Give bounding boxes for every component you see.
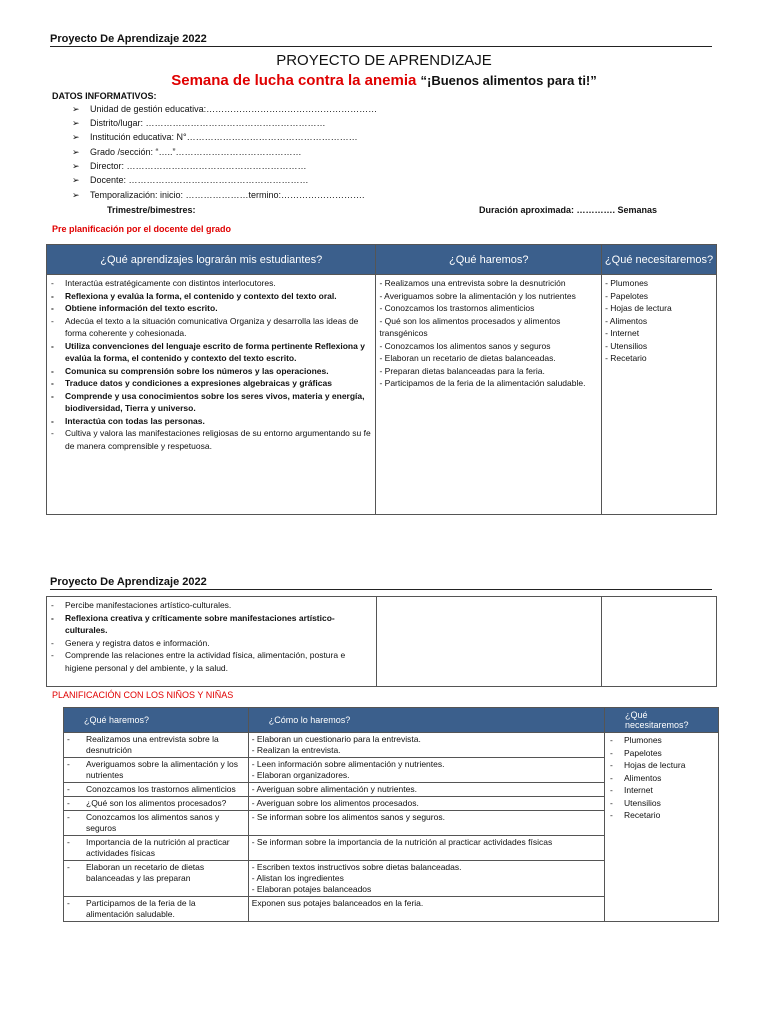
haremos-item: - Qué son los alimentos procesados y alimentos transgénicos	[379, 315, 561, 338]
info-line	[72, 190, 365, 201]
th-que-necesitaremos: ¿Qué necesitaremos?	[605, 708, 719, 733]
aprendizaje-item: - Utiliza convenciones del lenguaje escrito de forma pertinente Reflexiona y evalúa la forma, el contenido y contexto del texto escrito.	[51, 340, 371, 365]
necesitaremos-item: - Alimentos	[605, 315, 648, 326]
aprendizaje-item: - Reflexiona y evalúa la forma, el contenido y contexto del texto oral.	[51, 290, 371, 303]
info-text: Institución educativa: N°…………………………………………………	[90, 132, 358, 142]
aprendizaje-item: - Comunica su comprensión sobre los números y las operaciones.	[51, 365, 371, 378]
necesitaremos-item: - Utensilios	[610, 797, 713, 810]
duracion-label: Duración aproximada: …………. Semanas	[479, 205, 658, 215]
subtitle-theme: Semana de lucha contra la anemia	[171, 72, 417, 89]
info-line	[72, 132, 358, 143]
necesitaremos-item: - Papelotes	[610, 747, 713, 760]
necesitaremos-item: - Utensilios	[605, 340, 648, 351]
aprendizajes-list-continued	[47, 597, 376, 676]
haremos-item: - Averiguamos sobre la alimentación y los nutrientes	[379, 290, 576, 301]
aprendizaje-item: - Traduce datos y condiciones a expresiones algebraicas y gráficas	[51, 377, 371, 390]
como-haremos-line: - Elaboran potajes balanceados	[251, 884, 372, 894]
como-haremos-line: - Alistan los ingredientes	[251, 873, 344, 883]
que-haremos-cell	[64, 758, 249, 783]
haremos-item: - Preparan dietas balanceadas para la feria.	[379, 365, 545, 376]
necesitaremos-item: - Internet	[605, 328, 640, 338]
necesitaremos-item: - Recetario	[605, 353, 647, 363]
aprendizaje-item: - Interactúa con todas las personas.	[51, 415, 371, 428]
necesitaremos-item: - Papelotes	[605, 290, 649, 301]
table-row	[64, 733, 719, 758]
necesitaremos-item: - Hojas de lectura	[610, 759, 713, 772]
arrow-bullet-icon: ➢	[72, 104, 80, 114]
necesitaremos-item: - Plumones	[610, 734, 713, 747]
necesitaremos-item: - Alimentos	[610, 772, 713, 785]
page-header-2: Proyecto De Aprendizaje 2022	[50, 576, 712, 590]
necesitaremos-cell	[605, 733, 719, 922]
como-haremos-cell	[248, 861, 604, 897]
que-haremos-text: Realizamos una entrevista sobre la desnutrición	[86, 734, 219, 755]
haremos-item: - Conozcamos los alimentos sanos y seguros	[379, 340, 551, 351]
arrow-bullet-icon: ➢	[72, 132, 80, 142]
aprendizaje-item: - Adecúa el texto a la situación comunicativa Organiza y desarrolla las ideas de forma coherente y cohesionada.	[51, 315, 371, 340]
info-line	[72, 175, 309, 186]
como-haremos-line: - Elaboran un cuestionario para la entrevista.	[251, 734, 421, 744]
que-haremos-cell	[64, 836, 249, 861]
haremos-item: - Conozcamos los trastornos alimenticios	[379, 303, 535, 313]
preplan-table-continued	[46, 596, 717, 687]
como-haremos-line: - Se informan sobre la importancia de la nutrición al practicar actividades físicas	[251, 837, 553, 847]
info-text: Temporalización: inicio: …………………termino:……………………….	[90, 190, 365, 200]
arrow-bullet-icon: ➢	[72, 175, 80, 185]
th-aprendizajes: ¿Qué aprendizajes lograrán mis estudiantes?	[47, 245, 376, 275]
haremos-item: - Participamos de la feria de la alimentación saludable.	[379, 378, 586, 388]
como-haremos-line: - Elaboran organizadores.	[251, 770, 350, 780]
th-haremos: ¿Qué haremos?	[376, 245, 602, 275]
info-line	[72, 118, 326, 129]
como-haremos-cell	[248, 897, 604, 922]
como-haremos-line: - Leen información sobre alimentación y nutrientes.	[251, 759, 445, 769]
haremos-item: - Realizamos una entrevista sobre la desnutrición	[379, 278, 566, 288]
que-haremos-text: Conozcamos los alimentos sanos y seguros	[86, 812, 220, 833]
aprendizaje-item: - Genera y registra datos e información.	[51, 637, 372, 650]
como-haremos-cell	[248, 733, 604, 758]
como-haremos-line: - Se informan sobre los alimentos sanos y seguros.	[251, 812, 445, 822]
th-que-haremos: ¿Qué haremos?	[64, 708, 249, 733]
que-haremos-cell	[64, 783, 249, 797]
que-haremos-cell	[64, 797, 249, 811]
trimestre-label: Trimestre/bimestres:	[107, 205, 196, 215]
aprendizaje-item: - Comprende y usa conocimientos sobre los seres vivos, materia y energía, biodiversidad, Tierra y universo.	[51, 390, 371, 415]
necesitaremos-item: - Hojas de lectura	[605, 303, 672, 313]
que-haremos-text: Conozcamos los trastornos alimenticios	[86, 784, 236, 794]
que-haremos-text: Importancia de la nutrición al practicar actividades físicas	[86, 837, 230, 858]
como-haremos-line: - Averiguan sobre los alimentos procesados.	[251, 798, 419, 808]
info-text: Docente: ……………………………………………………	[90, 175, 309, 185]
que-haremos-cell	[64, 897, 249, 922]
arrow-bullet-icon: ➢	[72, 118, 80, 128]
arrow-bullet-icon: ➢	[72, 147, 80, 157]
info-text: Director: ……………………………………………………	[90, 161, 307, 171]
que-haremos-text: Participamos de la feria de la alimentación saludable.	[86, 898, 196, 919]
aprendizaje-item: - Obtiene información del texto escrito.	[51, 302, 371, 315]
th-necesitaremos: ¿Qué necesitaremos?	[602, 245, 717, 275]
que-haremos-cell	[64, 861, 249, 897]
como-haremos-line: - Averiguan sobre alimentación y nutrientes.	[251, 784, 417, 794]
datos-informativos-label: DATOS INFORMATIVOS:	[52, 91, 157, 101]
aprendizajes-list	[47, 275, 375, 454]
info-line	[72, 161, 307, 172]
que-haremos-text: Elaboran un recetario de dietas balanceadas y las preparan	[86, 862, 205, 883]
page-subtitle	[0, 72, 768, 89]
info-text: Distrito/lugar: ……………………………………………………	[90, 118, 326, 128]
necesitaremos-item: - Internet	[610, 784, 713, 797]
necesitaremos-item: - Recetario	[610, 809, 713, 822]
aprendizaje-item: - Interactúa estratégicamente con distintos interlocutores.	[51, 277, 371, 290]
como-haremos-cell	[248, 797, 604, 811]
necesitaremos-item: - Plumones	[605, 278, 649, 288]
como-haremos-cell	[248, 836, 604, 861]
haremos-item: - Elaboran un recetario de dietas balanceadas.	[379, 353, 556, 363]
como-haremos-cell	[248, 783, 604, 797]
planificacion-table	[63, 707, 719, 922]
necesitaremos-list	[602, 275, 716, 367]
th-como-haremos: ¿Cómo lo haremos?	[248, 708, 604, 733]
haremos-list	[376, 275, 601, 392]
preplan-table	[46, 244, 717, 515]
subtitle-quote: “¡Buenos alimentos para ti!”	[420, 73, 597, 88]
info-line	[72, 147, 302, 158]
planificacion-label: PLANIFICACIÓN CON LOS NIÑOS Y NIÑAS	[52, 690, 234, 700]
preplanificacion-label: Pre planificación por el docente del grado	[52, 224, 232, 234]
page-title: PROYECTO DE APRENDIZAJE	[276, 52, 492, 69]
arrow-bullet-icon: ➢	[72, 161, 80, 171]
que-haremos-text: ¿Qué son los alimentos procesados?	[86, 798, 227, 808]
que-haremos-text: Averiguamos sobre la alimentación y los nutrientes	[86, 759, 238, 780]
aprendizaje-item: - Comprende las relaciones entre la actividad física, alimentación, postura e higiene personal y del ambiente, y la salud.	[51, 649, 372, 674]
que-haremos-cell	[64, 811, 249, 836]
como-haremos-line: - Realizan la entrevista.	[251, 745, 341, 755]
info-line	[72, 104, 377, 115]
info-text: Grado /sección: “…..”……………………………………	[90, 147, 302, 157]
como-haremos-cell	[248, 811, 604, 836]
aprendizaje-item: - Percibe manifestaciones artístico-culturales.	[51, 599, 372, 612]
info-text: Unidad de gestión educativa:…………………………………………………	[90, 104, 378, 114]
aprendizaje-item: - Cultiva y valora las manifestaciones religiosas de su entorno argumentando su fe de manera comprensible y respetuosa.	[51, 427, 371, 452]
aprendizaje-item: - Reflexiona creativa y críticamente sobre manifestaciones artístico-culturales.	[51, 612, 372, 637]
como-haremos-line: - Escriben textos instructivos sobre dietas balanceadas.	[251, 862, 462, 872]
como-haremos-line: Exponen sus potajes balanceados en la feria.	[251, 898, 424, 908]
como-haremos-cell	[248, 758, 604, 783]
page-header-1: Proyecto De Aprendizaje 2022	[50, 33, 712, 47]
que-haremos-cell	[64, 733, 249, 758]
arrow-bullet-icon: ➢	[72, 190, 80, 200]
